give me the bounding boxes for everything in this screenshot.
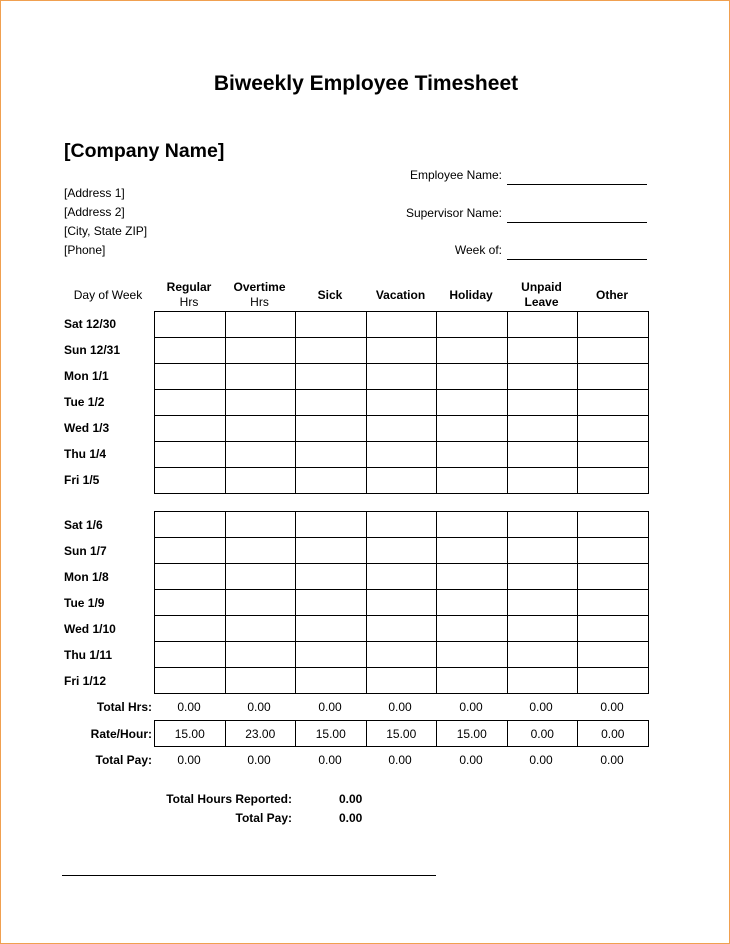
table-row xyxy=(155,312,649,338)
day-label: Thu 1/11 xyxy=(64,648,113,662)
hours-cell[interactable] xyxy=(437,642,508,668)
header-regular xyxy=(154,280,224,310)
header-day-of-week: Day of Week xyxy=(73,288,143,302)
hours-cell[interactable] xyxy=(366,390,437,416)
hours-cell[interactable] xyxy=(296,364,367,390)
header-overtime-line1: Overtime xyxy=(233,280,286,294)
hours-cell[interactable] xyxy=(437,564,508,590)
hours-cell[interactable] xyxy=(366,442,437,468)
hours-cell[interactable] xyxy=(155,616,226,642)
hours-cell[interactable] xyxy=(296,442,367,468)
supervisor-name-label: Supervisor Name: xyxy=(405,206,502,220)
header-unpaid xyxy=(506,280,577,310)
hours-cell[interactable] xyxy=(507,564,578,590)
total-hours-reported-label: Total Hours Reported: xyxy=(166,792,292,806)
total-pay-value: 0.00 xyxy=(529,753,553,767)
header-regular-line2: Hrs xyxy=(179,295,199,309)
hours-cell[interactable] xyxy=(296,468,367,494)
header-regular-line1: Regular xyxy=(166,280,212,294)
hours-cell[interactable] xyxy=(437,538,508,564)
header-unpaid-line1: Unpaid xyxy=(521,280,562,294)
hours-cell[interactable] xyxy=(366,538,437,564)
hours-cell[interactable] xyxy=(507,616,578,642)
header-other xyxy=(577,288,647,303)
total-pay-value: 0.00 xyxy=(247,753,271,767)
hours-cell[interactable] xyxy=(578,616,649,642)
hours-cell[interactable] xyxy=(225,442,296,468)
hours-cell[interactable] xyxy=(578,312,649,338)
hours-cell[interactable] xyxy=(578,338,649,364)
header-unpaid-line2: Leave xyxy=(524,295,559,309)
rate-cell[interactable]: 0.00 xyxy=(507,721,578,747)
week-of-label: Week of: xyxy=(454,243,502,257)
hours-cell[interactable] xyxy=(366,642,437,668)
hours-cell[interactable] xyxy=(437,668,508,694)
week1-hours-grid xyxy=(154,311,649,494)
hours-cell[interactable] xyxy=(366,364,437,390)
total-hours-reported-value: 0.00 xyxy=(339,792,363,806)
hours-cell[interactable] xyxy=(578,512,649,538)
rate-cell[interactable]: 0.00 xyxy=(578,721,649,747)
hours-cell[interactable] xyxy=(296,668,367,694)
table-row xyxy=(155,616,649,642)
hours-cell[interactable] xyxy=(437,312,508,338)
hours-cell[interactable] xyxy=(507,590,578,616)
week-of-field[interactable] xyxy=(507,259,647,260)
rate-cell[interactable]: 15.00 xyxy=(437,721,508,747)
hours-cell[interactable] xyxy=(155,590,226,616)
header-vacation xyxy=(365,288,436,303)
total-hrs-label: Total Hrs: xyxy=(96,700,152,714)
company-city-state-zip: [City, State ZIP] xyxy=(64,224,148,238)
hours-cell[interactable] xyxy=(437,616,508,642)
rate-cell[interactable]: 15.00 xyxy=(155,721,226,747)
total-pay-value: 0.00 xyxy=(177,753,201,767)
hours-cell[interactable] xyxy=(507,668,578,694)
total-pay-value: 0.00 xyxy=(600,753,624,767)
hours-cell[interactable] xyxy=(225,642,296,668)
total-pay-value: 0.00 xyxy=(388,753,412,767)
day-label: Wed 1/10 xyxy=(64,622,116,636)
table-row xyxy=(155,390,649,416)
hours-cell[interactable] xyxy=(507,468,578,494)
total-pay-value: 0.00 xyxy=(318,753,342,767)
hours-cell[interactable] xyxy=(225,338,296,364)
hours-cell[interactable] xyxy=(437,364,508,390)
table-row xyxy=(155,442,649,468)
hours-cell[interactable] xyxy=(366,590,437,616)
hours-cell[interactable] xyxy=(225,590,296,616)
total-hrs-value: 0.00 xyxy=(459,700,483,714)
table-row xyxy=(155,512,649,538)
hours-cell[interactable] xyxy=(155,512,226,538)
total-hrs-value: 0.00 xyxy=(529,700,553,714)
hours-cell[interactable] xyxy=(155,390,226,416)
hours-cell[interactable] xyxy=(437,512,508,538)
rate-cell[interactable]: 15.00 xyxy=(296,721,367,747)
header-sick xyxy=(295,288,365,303)
rate-cell[interactable]: 15.00 xyxy=(366,721,437,747)
table-row xyxy=(155,468,649,494)
grand-total-pay-label: Total Pay: xyxy=(235,811,292,825)
hours-cell[interactable] xyxy=(225,512,296,538)
day-label: Mon 1/1 xyxy=(64,369,109,383)
hours-cell[interactable] xyxy=(296,538,367,564)
employee-name-label: Employee Name: xyxy=(409,168,502,182)
hours-cell[interactable] xyxy=(225,364,296,390)
hours-cell[interactable] xyxy=(507,512,578,538)
hours-cell[interactable] xyxy=(507,312,578,338)
header-holiday-text: Holiday xyxy=(449,288,493,302)
hours-cell[interactable] xyxy=(155,642,226,668)
day-label: Fri 1/5 xyxy=(64,473,100,487)
hours-cell[interactable] xyxy=(225,616,296,642)
hours-cell[interactable] xyxy=(578,564,649,590)
hours-cell[interactable] xyxy=(437,390,508,416)
hours-cell[interactable] xyxy=(225,468,296,494)
day-label: Sun 12/31 xyxy=(64,343,121,357)
signature-line[interactable] xyxy=(62,875,436,876)
rate-hour-grid xyxy=(154,720,649,747)
hours-cell[interactable] xyxy=(225,538,296,564)
hours-cell[interactable] xyxy=(366,312,437,338)
hours-cell[interactable] xyxy=(578,364,649,390)
header-sick-text: Sick xyxy=(317,288,343,302)
hours-cell[interactable] xyxy=(507,442,578,468)
total-hrs-value: 0.00 xyxy=(177,700,201,714)
hours-cell[interactable] xyxy=(155,442,226,468)
rate-hour-label: Rate/Hour: xyxy=(90,727,152,741)
header-holiday xyxy=(436,288,506,303)
total-hrs-value: 0.00 xyxy=(247,700,271,714)
header-overtime-line2: Hrs xyxy=(250,295,269,309)
hours-cell[interactable] xyxy=(296,564,367,590)
hours-cell[interactable] xyxy=(366,564,437,590)
total-hrs-value: 0.00 xyxy=(318,700,342,714)
hours-cell[interactable] xyxy=(507,364,578,390)
hours-cell[interactable] xyxy=(296,642,367,668)
hours-cell[interactable] xyxy=(578,468,649,494)
hours-cell[interactable] xyxy=(155,364,226,390)
hours-cell[interactable] xyxy=(155,564,226,590)
week2-hours-grid xyxy=(154,511,649,694)
table-row xyxy=(155,538,649,564)
hours-cell[interactable] xyxy=(578,416,649,442)
hours-cell[interactable] xyxy=(155,668,226,694)
page-title: Biweekly Employee Timesheet xyxy=(213,72,519,95)
total-hrs-value: 0.00 xyxy=(600,700,624,714)
header-other-text: Other xyxy=(595,288,628,302)
header-vacation-text: Vacation xyxy=(375,288,426,302)
day-label: Fri 1/12 xyxy=(64,674,107,688)
hours-cell[interactable] xyxy=(155,416,226,442)
hours-cell[interactable] xyxy=(578,390,649,416)
hours-cell[interactable] xyxy=(296,590,367,616)
table-row xyxy=(155,338,649,364)
hours-cell[interactable] xyxy=(437,442,508,468)
hours-cell[interactable] xyxy=(225,668,296,694)
hours-cell[interactable] xyxy=(507,416,578,442)
company-phone: [Phone] xyxy=(64,243,106,257)
hours-cell[interactable] xyxy=(225,312,296,338)
hours-cell[interactable] xyxy=(296,390,367,416)
company-name: [Company Name] xyxy=(64,140,225,162)
day-label: Wed 1/3 xyxy=(64,421,110,435)
hours-cell[interactable] xyxy=(225,390,296,416)
hours-cell[interactable] xyxy=(225,564,296,590)
hours-cell[interactable] xyxy=(155,338,226,364)
hours-cell[interactable] xyxy=(296,512,367,538)
day-label: Tue 1/9 xyxy=(64,596,105,610)
hours-cell[interactable] xyxy=(366,512,437,538)
hours-cell[interactable] xyxy=(578,642,649,668)
hours-cell[interactable] xyxy=(296,312,367,338)
table-row xyxy=(155,642,649,668)
hours-cell[interactable] xyxy=(155,468,226,494)
hours-cell[interactable] xyxy=(155,538,226,564)
hours-cell[interactable] xyxy=(578,442,649,468)
hours-cell[interactable] xyxy=(366,416,437,442)
hours-cell[interactable] xyxy=(507,390,578,416)
supervisor-name-field[interactable] xyxy=(507,222,647,223)
day-label: Sat 12/30 xyxy=(64,317,117,331)
table-row xyxy=(155,590,649,616)
hours-cell[interactable] xyxy=(437,338,508,364)
hours-cell[interactable] xyxy=(578,590,649,616)
total-pay-label: Total Pay: xyxy=(95,753,152,767)
hours-cell[interactable] xyxy=(296,416,367,442)
table-row xyxy=(155,721,649,747)
hours-cell[interactable] xyxy=(296,338,367,364)
table-row xyxy=(155,564,649,590)
header-overtime xyxy=(224,280,295,310)
total-pay-value: 0.00 xyxy=(459,753,483,767)
table-row xyxy=(155,364,649,390)
hours-cell[interactable] xyxy=(507,538,578,564)
hours-cell[interactable] xyxy=(578,668,649,694)
hours-cell[interactable] xyxy=(578,538,649,564)
hours-cell[interactable] xyxy=(437,590,508,616)
table-row xyxy=(155,416,649,442)
hours-cell[interactable] xyxy=(437,416,508,442)
hours-cell[interactable] xyxy=(296,616,367,642)
hours-cell[interactable] xyxy=(366,668,437,694)
hours-cell[interactable] xyxy=(366,338,437,364)
grand-total-pay-value: 0.00 xyxy=(339,811,363,825)
company-address2: [Address 2] xyxy=(64,205,125,219)
hours-cell[interactable] xyxy=(366,468,437,494)
total-hrs-value: 0.00 xyxy=(388,700,412,714)
company-address1: [Address 1] xyxy=(64,186,125,200)
hours-cell[interactable] xyxy=(155,312,226,338)
hours-cell[interactable] xyxy=(437,468,508,494)
hours-cell[interactable] xyxy=(507,338,578,364)
hours-cell[interactable] xyxy=(225,416,296,442)
rate-cell[interactable]: 23.00 xyxy=(225,721,296,747)
hours-cell[interactable] xyxy=(507,642,578,668)
employee-name-field[interactable] xyxy=(507,184,647,185)
day-label: Sat 1/6 xyxy=(64,518,103,532)
hours-cell[interactable] xyxy=(366,616,437,642)
day-label: Sun 1/7 xyxy=(64,544,107,558)
table-row xyxy=(155,668,649,694)
day-label: Mon 1/8 xyxy=(64,570,109,584)
day-label: Thu 1/4 xyxy=(64,447,107,461)
day-label: Tue 1/2 xyxy=(64,395,105,409)
